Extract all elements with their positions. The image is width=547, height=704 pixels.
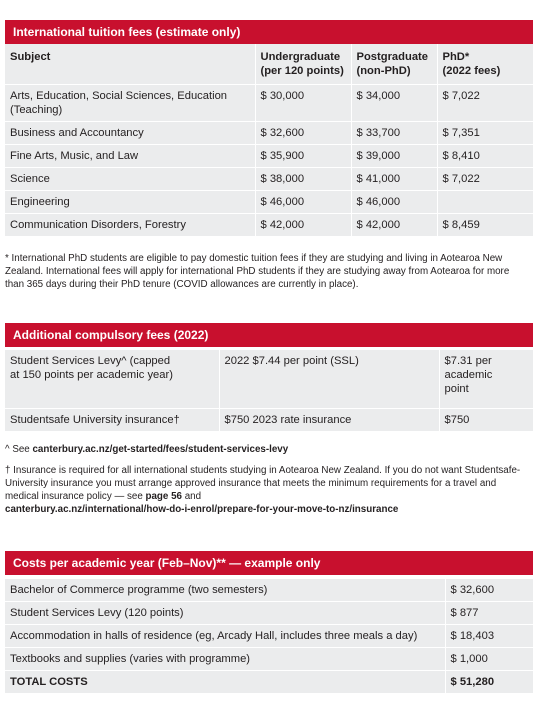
undergraduate-cell: $ 30,000 xyxy=(255,85,351,122)
postgraduate-cell: $ 34,000 xyxy=(351,85,437,122)
phd-cell: $ 7,022 xyxy=(437,85,533,122)
table-row xyxy=(5,602,533,625)
additional-fees-title: Additional compulsory fees (2022) xyxy=(5,323,533,347)
additional-fees-section xyxy=(5,323,533,431)
undergraduate-cell: $ 38,000 xyxy=(255,168,351,191)
undergraduate-cell: $ 35,900 xyxy=(255,145,351,168)
page-reference: page 56 xyxy=(145,491,182,502)
total-row xyxy=(5,671,533,694)
phd-cell: $ 7,022 xyxy=(437,168,533,191)
cost-item-cell: Bachelor of Commerce programme (two semesters) xyxy=(10,584,268,596)
undergraduate-cell: $ 46,000 xyxy=(255,191,351,214)
cost-item-cell: Student Services Levy (120 points) xyxy=(5,602,445,625)
table-row xyxy=(5,191,533,214)
subject-cell: Communication Disorders, Forestry xyxy=(5,214,255,237)
undergraduate-cell: $ 42,000 xyxy=(255,214,351,237)
insurance-item: Studentsafe University insurance† xyxy=(5,409,219,432)
additional-row-levy xyxy=(5,350,533,409)
total-label: TOTAL COSTS xyxy=(5,671,445,694)
costs-title: Costs per academic year (Feb–Nov)** — example only xyxy=(5,551,533,575)
table-row xyxy=(5,145,533,168)
cost-item-cell: Textbooks and supplies (varies with programme) xyxy=(5,648,445,671)
postgraduate-cell: $ 42,000 xyxy=(351,214,437,237)
subject-cell: Fine Arts, Music, and Law xyxy=(5,145,255,168)
levy-link[interactable]: canterbury.ac.nz/get-started/fees/student-services-levy xyxy=(32,444,289,455)
table-row xyxy=(5,168,533,191)
phd-cell xyxy=(437,191,533,214)
cost-amount-cell: $ 877 xyxy=(445,602,533,625)
table-row xyxy=(5,85,533,122)
levy-item: Student Services Levy^ (capped at 150 points per academic year) xyxy=(10,355,173,381)
insurance-detail: $750 2023 rate insurance xyxy=(219,409,439,432)
insurance-amount: $750 xyxy=(439,409,533,432)
header-undergraduate: Undergraduate (per 120 points) xyxy=(255,44,351,85)
additional-fees-table xyxy=(5,350,533,431)
levy-detail: 2022 $7.44 per point (SSL) xyxy=(219,350,439,409)
postgraduate-cell: $ 33,700 xyxy=(351,122,437,145)
tuition-fees-title: International tuition fees (estimate only) xyxy=(5,20,533,44)
table-row xyxy=(5,122,533,145)
subject-cell: Engineering xyxy=(5,191,255,214)
postgraduate-cell: $ 41,000 xyxy=(351,168,437,191)
subject-cell: Business and Accountancy xyxy=(5,122,255,145)
postgraduate-cell: $ 39,000 xyxy=(351,145,437,168)
total-amount: $ 51,280 xyxy=(445,671,533,694)
tuition-header-row xyxy=(5,44,533,85)
cost-item-cell: Accommodation in halls of residence (eg, Arcady Hall, includes three meals a day) xyxy=(5,625,445,648)
cost-amount-cell: $ 32,600 xyxy=(445,579,533,602)
header-subject: Subject xyxy=(10,51,51,63)
header-phd: PhD* (2022 fees) xyxy=(437,44,533,85)
subject-cell: Science xyxy=(5,168,255,191)
table-row xyxy=(5,625,533,648)
phd-cell: $ 7,351 xyxy=(437,122,533,145)
insurance-link[interactable]: canterbury.ac.nz/international/how-do-i-enrol/prepare-for-your-move-to-nz/insurance xyxy=(5,504,399,515)
cost-amount-cell: $ 18,403 xyxy=(445,625,533,648)
undergraduate-cell: $ 32,600 xyxy=(255,122,351,145)
tuition-fees-section xyxy=(5,20,533,236)
postgraduate-cell: $ 46,000 xyxy=(351,191,437,214)
costs-table xyxy=(5,579,533,693)
table-row xyxy=(5,214,533,237)
phd-cell: $ 8,459 xyxy=(437,214,533,237)
levy-note: ^ See canterbury.ac.nz/get-started/fees/student-services-levy xyxy=(5,444,289,455)
subject-cell: Arts, Education, Social Sciences, Education (Teaching) xyxy=(5,85,255,122)
costs-section xyxy=(5,551,533,693)
levy-amount: $7.31 per academic point xyxy=(439,350,533,409)
phd-cell: $ 8,410 xyxy=(437,145,533,168)
table-row xyxy=(5,648,533,671)
tuition-footnote: * International PhD students are eligible to pay domestic tuition fees if they are studying and living in Aotearoa New Zealand. International fees will apply for international PhD students if they are studying away from Aotearoa for more than 365 days during their PhD tenure (COVID allowances are currently in place). xyxy=(5,253,510,290)
header-postgraduate: Postgraduate (non-PhD) xyxy=(351,44,437,85)
additional-row-insurance xyxy=(5,409,533,432)
cost-amount-cell: $ 1,000 xyxy=(445,648,533,671)
table-row xyxy=(5,579,533,602)
insurance-note: † Insurance is required for all international students studying in Aotearoa New Zealand. If you do not want Studentsafe-University insurance you must arrange approved insurance that meets the minimum requirements for a travel and medical insurance policy — see page 56 and canterbury.ac.nz/international/how-do-i-enrol/prepare-for-your-move-to-nz/insurance xyxy=(5,465,521,515)
tuition-fees-table xyxy=(5,44,533,236)
